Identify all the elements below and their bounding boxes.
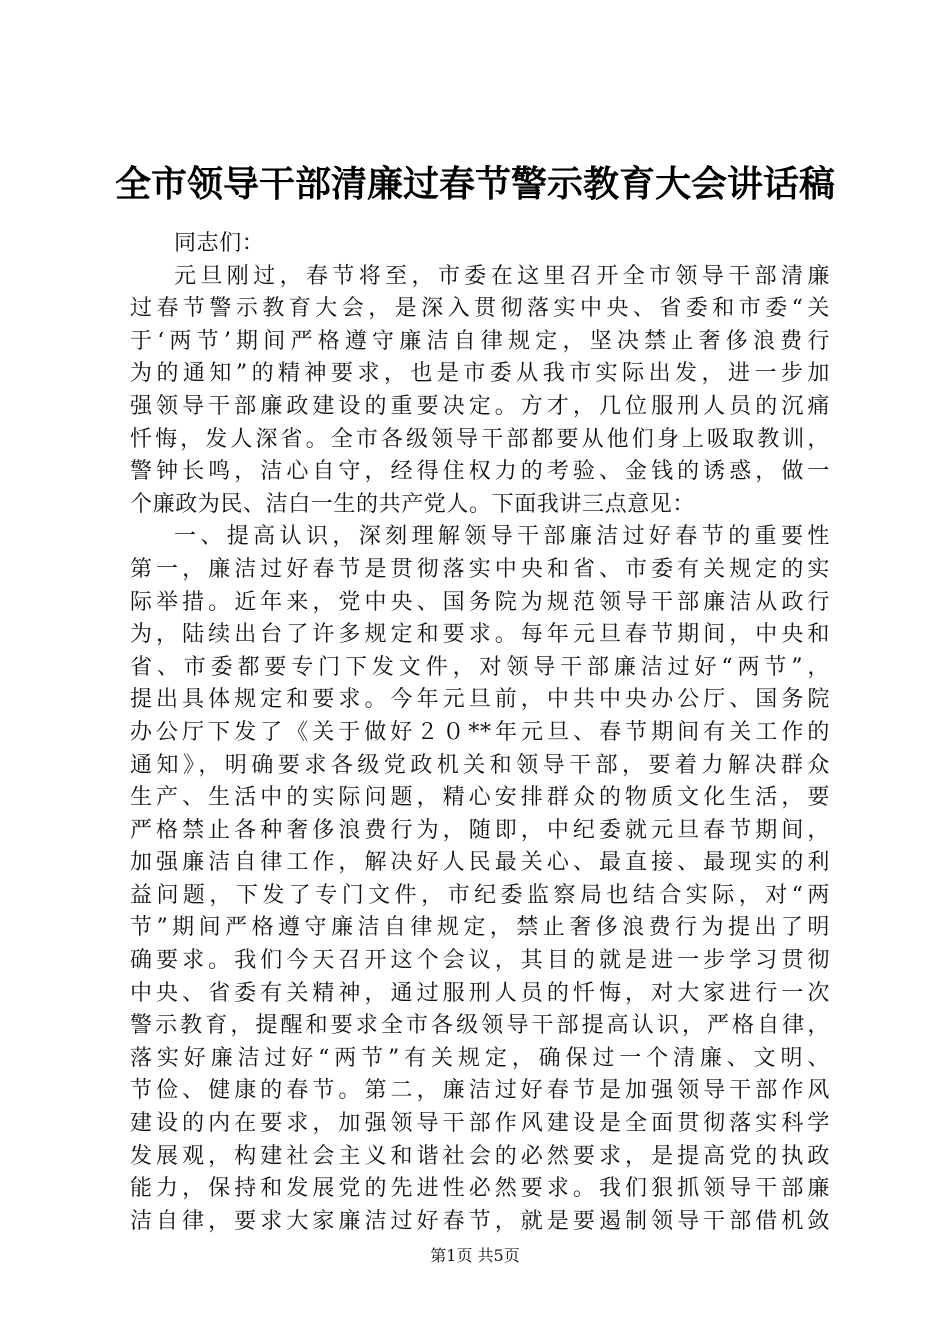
body-line: 益问题，下发了专门文件，市纪委监察局也结合实际，对“两: [130, 882, 830, 908]
body-line: 严格禁止各种奢侈浪费行为，随即，中纪委就元旦春节期间，: [130, 817, 830, 843]
body-line: 过春节警示教育大会，是深入贯彻落实中央、省委和市委“关: [130, 296, 830, 322]
body-line: 一、提高认识，深刻理解领导干部廉洁过好春节的重要性: [174, 524, 830, 550]
body-line: 能力，保持和发展党的先进性必然要求。我们狠抓领导干部廉: [130, 1176, 830, 1202]
body-line: 警示教育，提醒和要求全市各级领导干部提高认识，严格自律，: [130, 1013, 830, 1039]
document-body: [130, 228, 830, 1238]
body-line: 为，陆续出台了许多规定和要求。每年元旦春节期间，中央和: [130, 622, 830, 648]
body-line: 通知》，明确要求各级党政机关和领导干部，要着力解决群众: [130, 752, 830, 778]
body-line: 办公厅下发了《关于做好２０**年元旦、春节期间有关工作的: [130, 719, 830, 745]
body-line: 际举措。近年来，党中央、国务院为规范领导干部廉洁从政行: [130, 589, 830, 615]
page-footer: 第1页 共5页: [430, 1246, 520, 1265]
body-line: 为的通知”的精神要求，也是市委从我市实际出发，进一步加: [130, 361, 830, 387]
body-line: 洁自律，要求大家廉洁过好春节，就是要遏制领导干部借机敛: [130, 1208, 830, 1234]
body-line: 发展观，构建社会主义和谐社会的必然要求，是提高党的执政: [130, 1143, 830, 1169]
body-line: 个廉政为民、洁白一生的共产党人。下面我讲三点意见：: [130, 491, 696, 517]
body-line: 加强廉洁自律工作，解决好人民最关心、最直接、最现实的利: [130, 850, 830, 876]
body-line: 元旦刚过，春节将至，市委在这里召开全市领导干部清廉: [174, 263, 830, 289]
body-line: 节俭、健康的春节。第二，廉洁过好春节是加强领导干部作风: [130, 1078, 830, 1104]
body-line: 中央、省委有关精神，通过服刑人员的忏悔，对大家进行一次: [130, 980, 830, 1006]
body-line: 同志们：: [174, 231, 265, 256]
body-line: 落实好廉洁过好“两节”有关规定，确保过一个清廉、文明、: [130, 1045, 830, 1071]
body-line: 忏悔，发人深省。全市各级领导干部都要从他们身上吸取教训，: [130, 426, 830, 452]
body-line: 建设的内在要求，加强领导干部作风建设是全面贯彻落实科学: [130, 1111, 830, 1137]
body-line: 提出具体规定和要求。今年元旦前，中共中央办公厅、国务院: [130, 687, 830, 713]
body-line: 生产、生活中的实际问题，精心安排群众的物质文化生活，要: [130, 785, 830, 811]
document-title: 全市领导干部清廉过春节警示教育大会讲话稿: [114, 164, 835, 205]
body-line: 强领导干部廉政建设的重要决定。方才，几位服刑人员的沉痛: [130, 393, 830, 419]
body-line: 第一，廉洁过好春节是贯彻落实中央和省、市委有关规定的实: [130, 556, 830, 582]
body-line: 警钟长鸣，洁心自守，经得住权力的考验、金钱的诱惑，做一: [130, 459, 830, 485]
body-line: 节”期间严格遵守廉洁自律规定，禁止奢侈浪费行为提出了明: [130, 915, 830, 941]
body-line: 确要求。我们今天召开这个会议，其目的就是进一步学习贯彻: [130, 948, 830, 974]
body-line: 省、市委都要专门下发文件，对领导干部廉洁过好“两节”，: [130, 654, 830, 680]
body-line: 于‘两节’期间严格遵守廉洁自律规定，坚决禁止奢侈浪费行: [130, 328, 830, 354]
